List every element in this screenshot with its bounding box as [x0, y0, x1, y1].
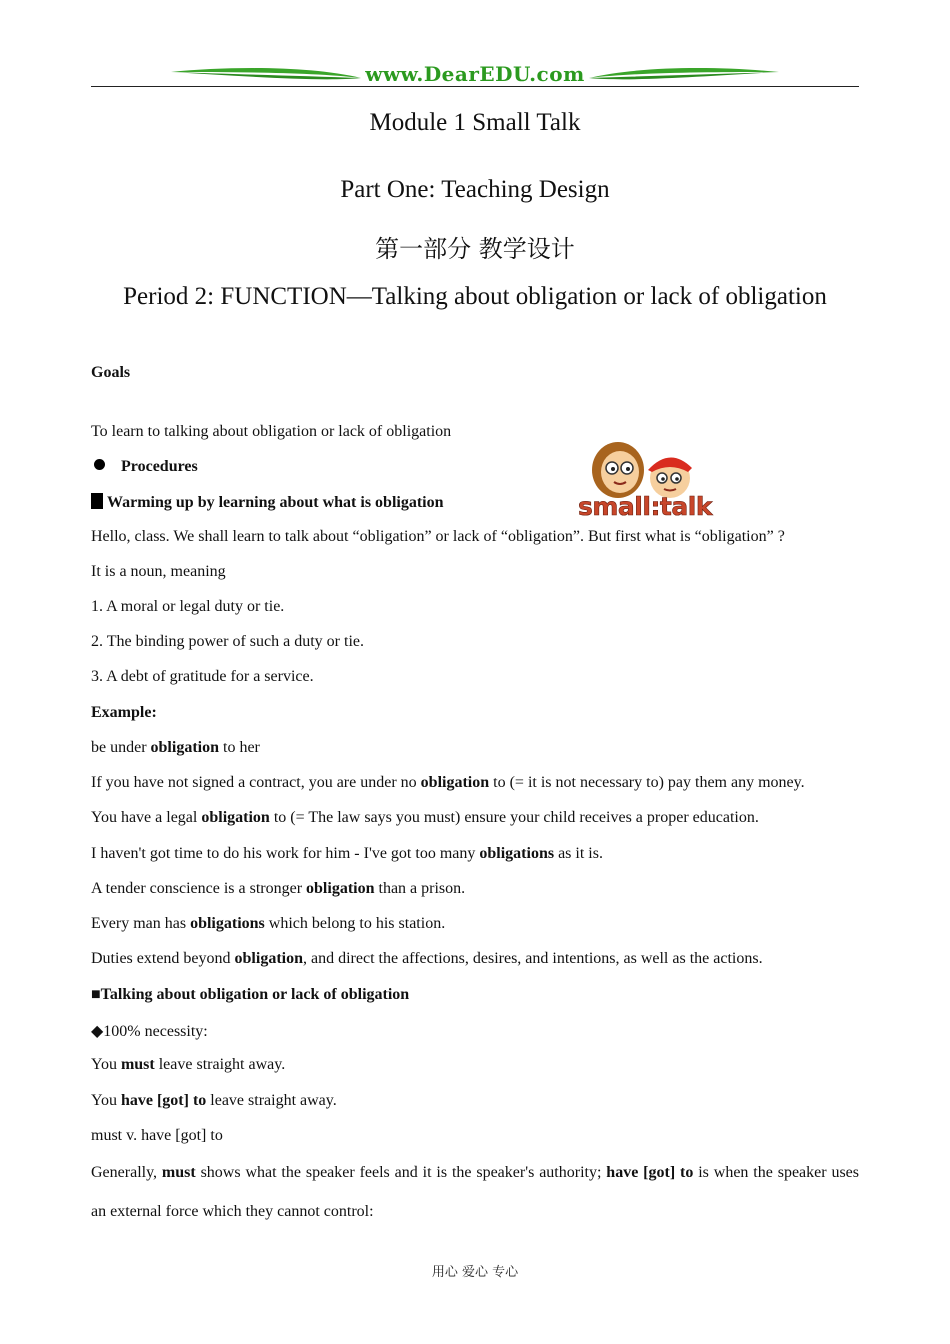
example-4: I haven't got time to do his work for him - I've got too many obligations as it is. — [91, 845, 603, 862]
procedures-label: Procedures — [121, 458, 198, 475]
warming-label: Warming up by learning about what is obligation — [107, 494, 444, 511]
warming-heading — [91, 493, 444, 512]
goals-text: To learn to talking about obligation or lack of obligation — [91, 423, 452, 440]
example-1: be under obligation to her — [91, 739, 260, 756]
example-heading: Example: — [91, 704, 157, 721]
intro-text: Hello, class. We shall learn to talk about “obligation” or lack of “obligation”. But first what is “obligation” ? — [91, 528, 785, 545]
necessity-label: ◆100% necessity: — [91, 1023, 208, 1040]
example-6: Every man has obligations which belong to his station. — [91, 915, 446, 932]
site-url: www.DearEDU.com — [365, 62, 585, 86]
small-talk-illustration — [578, 440, 712, 524]
example-2: If you have not signed a contract, you are under no obligation to (= it is not necessary to) pay them any money. — [91, 774, 805, 791]
square-marker-icon — [91, 493, 103, 509]
small-talk-logo-text: small:talk — [578, 492, 712, 521]
page-header — [91, 58, 859, 90]
example-7: Duties extend beyond obligation, and direct the affections, desires, and intentions, as well as the actions. — [91, 950, 763, 967]
site-logo — [171, 58, 779, 88]
definition-1: 1. A moral or legal duty or tie. — [91, 598, 285, 615]
talking-heading: ■Talking about obligation or lack of obligation — [91, 986, 410, 1003]
goals-heading: Goals — [91, 364, 131, 381]
period-title: Period 2: FUNCTION—Talking about obligation or lack of obligation — [123, 283, 827, 310]
module-title: Module 1 Small Talk — [369, 109, 581, 136]
page-footer: 用心 爱心 专心 — [431, 1265, 519, 1280]
versus-line: must v. have [got] to — [91, 1127, 223, 1144]
part-title: Part One: Teaching Design — [340, 176, 610, 203]
must-example-2: You have [got] to leave straight away. — [91, 1092, 337, 1109]
definition-3: 3. A debt of gratitude for a service. — [91, 668, 314, 685]
example-3: You have a legal obligation to (= The law says you must) ensure your child receives a proper education. — [91, 809, 759, 826]
procedures-heading — [91, 458, 198, 476]
general-paragraph: Generally, must shows what the speaker feels and it is the speaker's authority; have [got] to is when the speaker uses an external force which they cannot control: — [91, 1164, 860, 1220]
part-title-cn: 第一部分 教学设计 — [375, 235, 575, 263]
definition-2: 2. The binding power of such a duty or tie. — [91, 633, 364, 650]
header-rule — [91, 86, 859, 87]
must-example-1: You must leave straight away. — [91, 1056, 286, 1073]
example-5: A tender conscience is a stronger obligation than a prison. — [91, 880, 466, 897]
noun-line: It is a noun, meaning — [91, 563, 226, 580]
bullet-icon — [94, 459, 105, 470]
